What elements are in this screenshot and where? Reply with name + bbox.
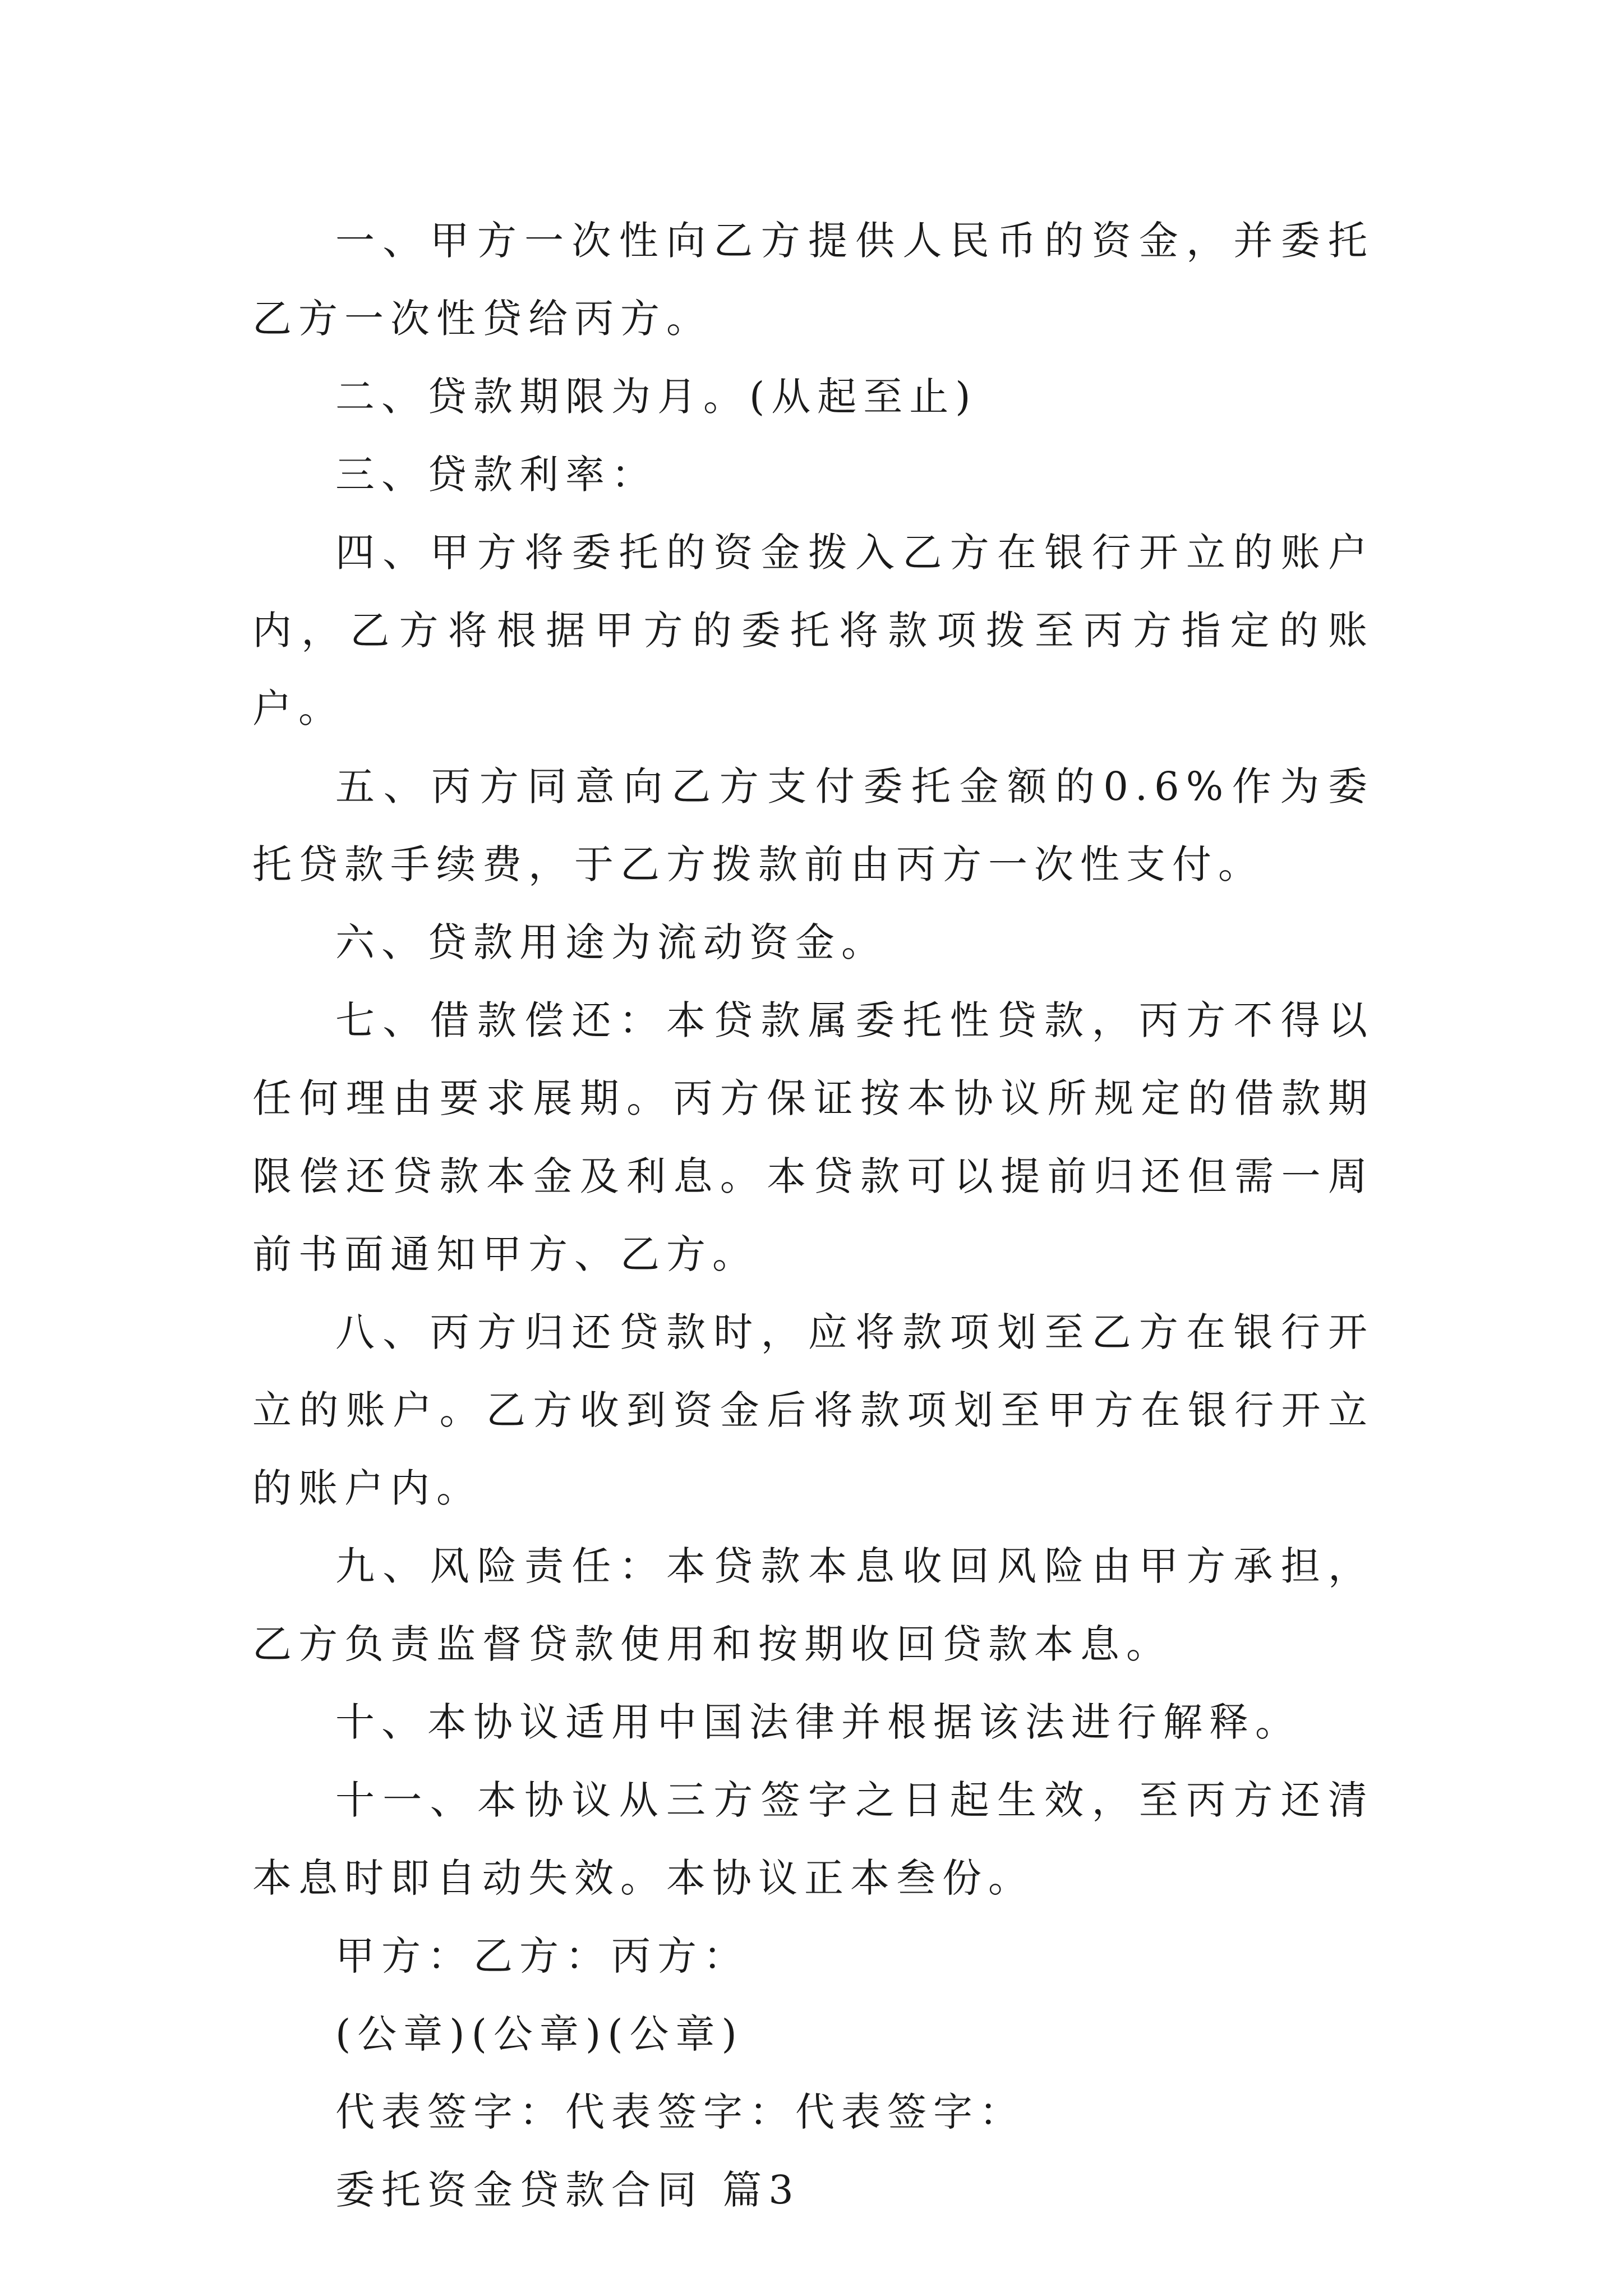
clause-7-repayment: 七、借款偿还：本贷款属委托性贷款，丙方不得以任何理由要求展期。丙方保证按本协议所规定的借款期限偿还贷款本金及利息。本贷款可以提前归还但需一周前书面通知甲方、乙方。: [252, 997, 1374, 1277]
seal-line: (公章)(公章)(公章): [335, 2011, 744, 2057]
clause-6-purpose: 六、贷款用途为流动资金。: [335, 919, 887, 965]
parties-line: 甲方：乙方：丙方：: [335, 1933, 749, 1979]
signature-line: 代表签字：代表签字：代表签字：: [335, 2089, 1025, 2135]
clause-4: 四、甲方将委托的资金拨入乙方在银行开立的账户内，乙方将根据甲方的委托将款项拨至丙方指定的账户。: [252, 530, 1374, 731]
clause-5-fee: 五、丙方同意向乙方支付委托金额的0.6%作为委托贷款手续费，于乙方拨款前由丙方一次性支付。: [252, 763, 1374, 887]
clause-11-effect: 十一、本协议从三方签字之日起生效，至丙方还清本息时即自动失效。本协议正本叁份。: [252, 1777, 1374, 1901]
clause-2-loan-term: 二、贷款期限为月。(从起至止): [335, 374, 978, 420]
clause-3-interest-rate: 三、贷款利率：: [335, 452, 657, 498]
section-heading: 委托资金贷款合同 篇3: [335, 2167, 800, 2213]
document-page: [252, 202, 1374, 2229]
clause-10-law: 十、本协议适用中国法律并根据该法进行解释。: [335, 1699, 1301, 1745]
clause-8: 八、丙方归还贷款时，应将款项划至乙方在银行开立的账户。乙方收到资金后将款项划至甲方在银行开立的账户内。: [252, 1309, 1374, 1511]
clause-1: 一、甲方一次性向乙方提供人民币的资金，并委托乙方一次性贷给丙方。: [252, 218, 1374, 342]
clause-9-risk: 九、风险责任：本贷款本息收回风险由甲方承担，乙方负责监督贷款使用和按期收回贷款本息。: [252, 1543, 1374, 1667]
